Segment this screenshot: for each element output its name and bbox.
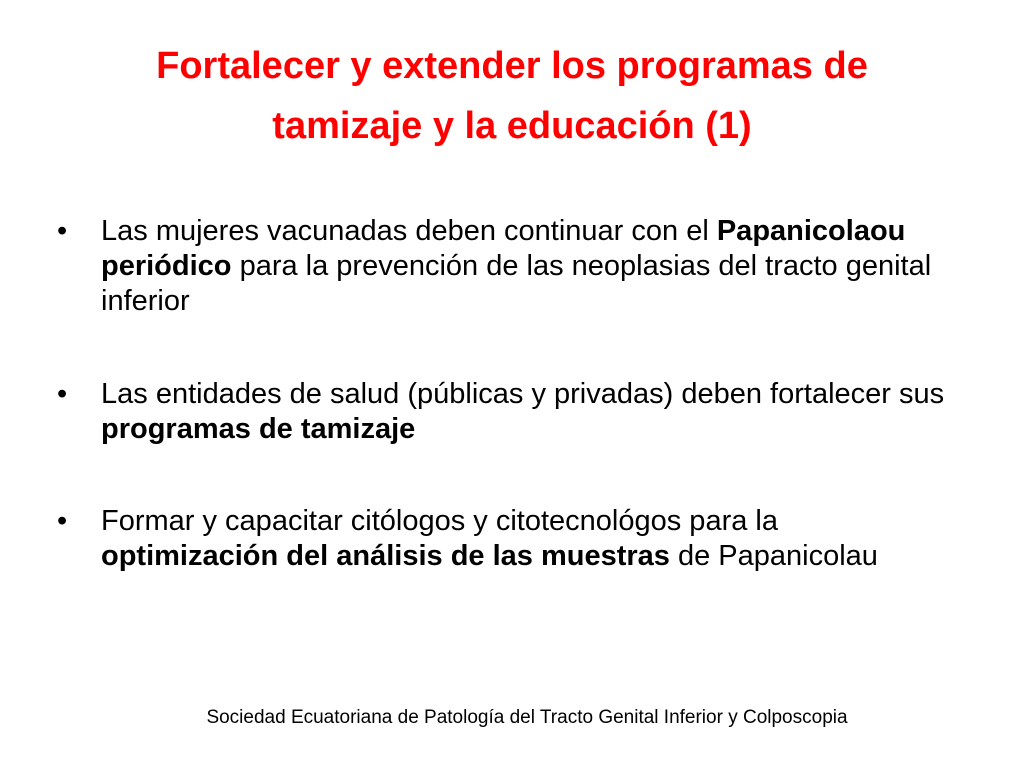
- bullet-list: [57, 214, 957, 632]
- slide-footer: Sociedad Ecuatoriana de Patología del Tracto Genital Inferior y Colposcopia: [206, 707, 848, 728]
- slide-title-line-1: Fortalecer y extender los programas de: [156, 45, 868, 87]
- slide-title-line-2: tamizaje y la educación (1): [272, 105, 752, 147]
- bullet-text-bold: programas de tamizaje: [101, 413, 416, 445]
- bullet-text-pre: Las mujeres vacunadas deben continuar con el: [101, 215, 717, 247]
- bullet-dot-icon: •: [57, 378, 68, 410]
- bullet-text-pre: Las entidades de salud (públicas y privadas) deben fortalecer sus: [101, 378, 945, 410]
- bullet-text: [101, 215, 931, 317]
- bullet-text: [101, 378, 944, 445]
- bullet-text: [101, 505, 878, 572]
- bullet-item: [57, 504, 957, 574]
- bullet-text-post: de Papanicolau: [669, 540, 878, 572]
- bullet-dot-icon: •: [57, 215, 68, 247]
- bullet-item: [57, 377, 957, 447]
- bullet-item: [57, 214, 957, 319]
- bullet-text-pre: Formar y capacitar citólogos y citotecnológos para la: [101, 505, 778, 537]
- slide-title: [60, 36, 964, 156]
- bullet-dot-icon: •: [57, 505, 68, 537]
- bullet-text-post: para la prevención de las neoplasias del tracto genital inferior: [101, 250, 932, 317]
- bullet-text-bold: optimización del análisis de las muestras: [101, 540, 670, 572]
- bullet-text-bold: Papanicolaou periódico: [101, 215, 906, 282]
